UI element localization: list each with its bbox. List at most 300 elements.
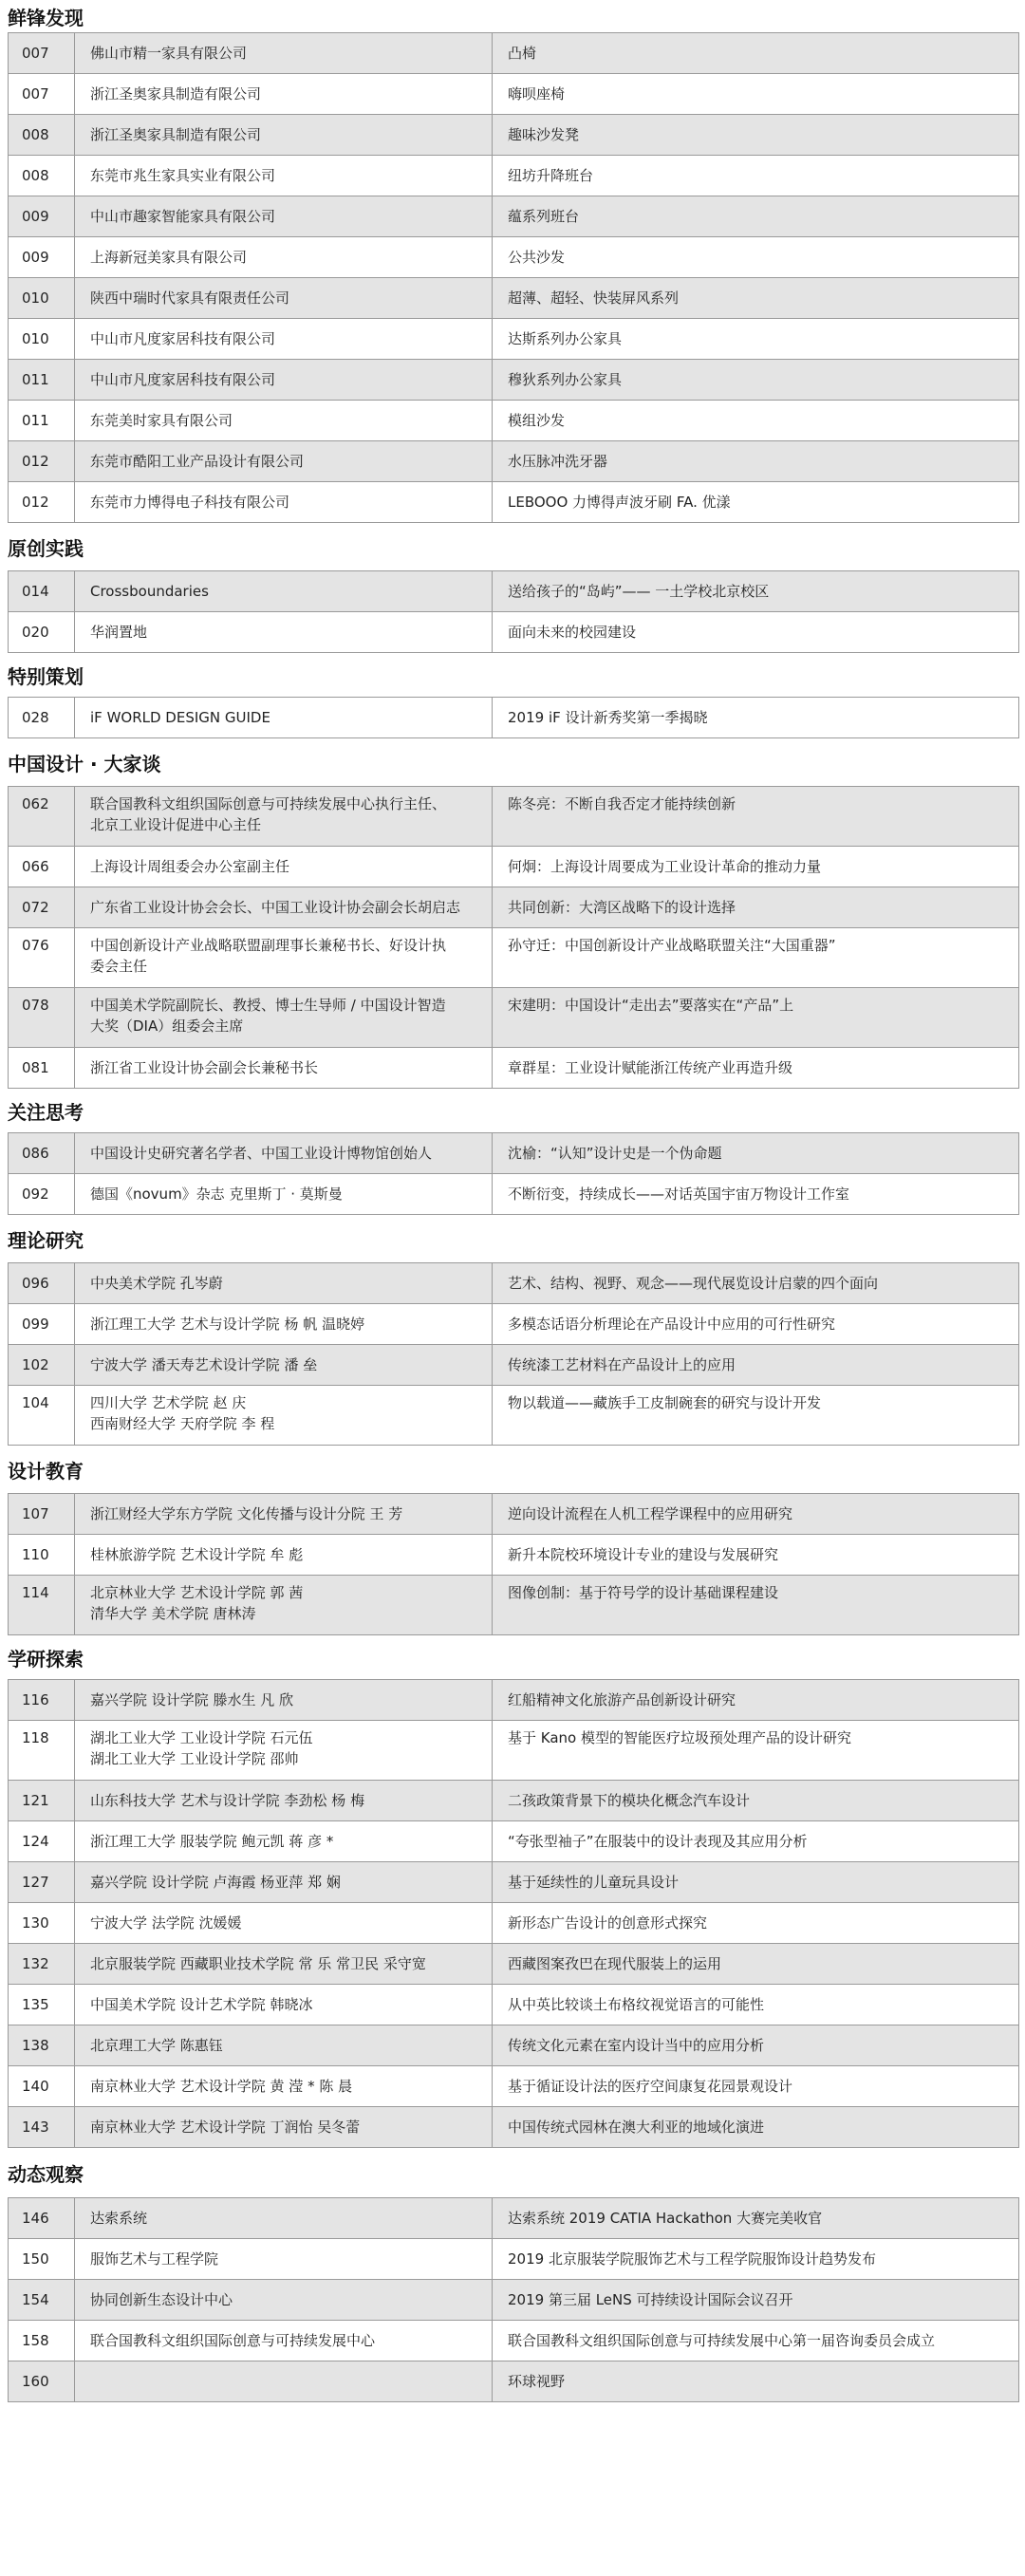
section-table xyxy=(8,1262,1019,1446)
section xyxy=(0,1089,1025,1215)
page-number-text: 104 xyxy=(22,1394,49,1411)
section-title: 中国设计 · 大家谈 xyxy=(8,752,161,775)
page-number xyxy=(9,360,75,401)
author-org-text: 浙江圣奥家具制造有限公司 xyxy=(90,126,262,143)
author-org-text: 湖北工业大学 工业设计学院 石元伍 xyxy=(90,1729,313,1746)
table-row xyxy=(9,1985,1019,2025)
table-row xyxy=(9,1133,1019,1174)
page-number-text: 007 xyxy=(22,45,49,62)
page-number xyxy=(9,1680,75,1721)
author-org-text: 东莞市力博得电子科技有限公司 xyxy=(90,494,290,511)
author-org-text: 广东省工业设计协会会长、中国工业设计协会副会长胡启志 xyxy=(90,899,461,916)
page-number xyxy=(9,1985,75,2025)
page-number-text: 116 xyxy=(22,1691,49,1708)
article-title-text: 2019 iF 设计新秀奖第一季揭晓 xyxy=(508,709,708,726)
page-number xyxy=(9,2239,75,2280)
author-org xyxy=(75,1821,493,1862)
table-row xyxy=(9,196,1019,237)
author-org-text: Crossboundaries xyxy=(90,583,209,600)
article-title xyxy=(493,74,1019,115)
article-title xyxy=(493,1263,1019,1304)
article-title xyxy=(493,482,1019,523)
author-org xyxy=(75,1174,493,1215)
article-title xyxy=(493,1862,1019,1903)
article-title-text: 中国传统式园林在澳大利亚的地域化演进 xyxy=(508,2119,765,2136)
author-org xyxy=(75,482,493,523)
author-org-text: 华润置地 xyxy=(90,624,148,641)
author-org-text: 上海设计周组委会办公室副主任 xyxy=(90,858,290,875)
article-title xyxy=(493,928,1019,988)
article-title-text: 逆向设计流程在人机工程学课程中的应用研究 xyxy=(508,1505,793,1522)
page-number-text: 154 xyxy=(22,2291,49,2308)
article-title-text: 宋建明：中国设计“走出去”要落实在“产品”上 xyxy=(508,997,794,1014)
article-title-text: 西藏图案孜巴在现代服装上的运用 xyxy=(508,1955,722,1972)
author-org-text: 协同创新生态设计中心 xyxy=(90,2291,233,2308)
page-number xyxy=(9,33,75,74)
section xyxy=(0,1446,1025,1635)
table-row xyxy=(9,401,1019,441)
page-number xyxy=(9,1048,75,1089)
author-org xyxy=(75,988,493,1048)
author-org-text: 四川大学 艺术学院 赵 庆 xyxy=(90,1394,247,1411)
page-number-text: 012 xyxy=(22,453,49,470)
page-number-text: 135 xyxy=(22,1996,49,2013)
author-org-text: 桂林旅游学院 艺术设计学院 牟 彪 xyxy=(90,1546,304,1563)
author-org xyxy=(75,33,493,74)
author-org-text: 联合国教科文组织国际创意与可持续发展中心 xyxy=(90,2332,376,2349)
article-title xyxy=(493,1133,1019,1174)
page-number-text: 158 xyxy=(22,2332,49,2349)
table-row xyxy=(9,1386,1019,1446)
article-title xyxy=(493,237,1019,278)
article-title xyxy=(493,156,1019,196)
page-number xyxy=(9,698,75,738)
author-org-text: 北京林业大学 艺术设计学院 郭 茜 xyxy=(90,1584,304,1601)
page-number-text: 150 xyxy=(22,2250,49,2268)
article-title xyxy=(493,571,1019,612)
page-number xyxy=(9,441,75,482)
author-org xyxy=(75,278,493,319)
article-title-text: 二孩政策背景下的模块化概念汽车设计 xyxy=(508,1792,751,1809)
article-title xyxy=(493,1781,1019,1821)
table-row xyxy=(9,1862,1019,1903)
article-title-text: 穆狄系列办公家具 xyxy=(508,371,623,388)
article-title xyxy=(493,1048,1019,1089)
author-org-text: 南京林业大学 艺术设计学院 丁润怡 吴冬蕾 xyxy=(90,2119,361,2136)
section-title: 动态观察 xyxy=(8,2162,84,2186)
author-org-text: 委会主任 xyxy=(90,958,148,975)
table-row xyxy=(9,928,1019,988)
page-number-text: 160 xyxy=(22,2373,49,2390)
section-title: 特别策划 xyxy=(8,664,84,688)
author-org xyxy=(75,1903,493,1944)
table-row xyxy=(9,115,1019,156)
table-row xyxy=(9,2107,1019,2148)
article-title-text: 送给孩子的“岛屿”—— 一土学校北京校区 xyxy=(508,583,770,600)
author-org-text: 嘉兴学院 设计学院 卢海霞 杨亚萍 郑 娴 xyxy=(90,1874,341,1891)
article-title-text: 图像创制：基于符号学的设计基础课程建设 xyxy=(508,1584,779,1601)
author-org xyxy=(75,1494,493,1535)
page-number-text: 008 xyxy=(22,126,49,143)
article-title xyxy=(493,1535,1019,1576)
page-number xyxy=(9,2198,75,2239)
article-title xyxy=(493,2025,1019,2066)
author-org xyxy=(75,787,493,847)
page-number xyxy=(9,2321,75,2361)
page-number-text: 107 xyxy=(22,1505,49,1522)
section xyxy=(0,523,1025,653)
table-row xyxy=(9,1680,1019,1721)
article-title-text: 物以载道——藏族手工皮制碗套的研究与设计开发 xyxy=(508,1394,822,1411)
article-title xyxy=(493,2066,1019,2107)
page-number-text: 010 xyxy=(22,289,49,307)
author-org xyxy=(75,887,493,928)
article-title xyxy=(493,698,1019,738)
page-number xyxy=(9,196,75,237)
article-title-text: 环球视野 xyxy=(508,2373,566,2390)
page-number xyxy=(9,1133,75,1174)
page-number-text: 020 xyxy=(22,624,49,641)
table-row xyxy=(9,1494,1019,1535)
author-org-text: 佛山市精一家具有限公司 xyxy=(90,45,248,62)
author-org xyxy=(75,2107,493,2148)
page-number-text: 009 xyxy=(22,249,49,266)
author-org-text: 中央美术学院 孔岑蔚 xyxy=(90,1275,223,1292)
author-org-text: 大奖（DIA）组委会主席 xyxy=(90,1017,244,1035)
page-number-text: 011 xyxy=(22,371,49,388)
page-number xyxy=(9,847,75,887)
author-org xyxy=(75,2280,493,2321)
page-number xyxy=(9,2280,75,2321)
table-row xyxy=(9,156,1019,196)
author-org xyxy=(75,360,493,401)
article-title-text: 从中英比较谈土布格纹视觉语言的可能性 xyxy=(508,1996,765,2013)
article-title xyxy=(493,319,1019,360)
section-title: 理论研究 xyxy=(8,1228,84,1252)
article-title-text: 传统漆工艺材料在产品设计上的应用 xyxy=(508,1356,736,1373)
page-number xyxy=(9,1174,75,1215)
section-table xyxy=(8,1132,1019,1215)
section-table xyxy=(8,570,1019,653)
author-org xyxy=(75,1680,493,1721)
page-number xyxy=(9,1576,75,1635)
author-org-text: 湖北工业大学 工业设计学院 邵帅 xyxy=(90,1750,299,1767)
table-row xyxy=(9,698,1019,738)
table-row xyxy=(9,319,1019,360)
section-table xyxy=(8,697,1019,738)
section-title: 关注思考 xyxy=(8,1100,84,1124)
author-org xyxy=(75,1263,493,1304)
article-title-text: 新升本院校环境设计专业的建设与发展研究 xyxy=(508,1546,779,1563)
article-title xyxy=(493,2198,1019,2239)
page-number xyxy=(9,887,75,928)
table-row xyxy=(9,74,1019,115)
table-row xyxy=(9,1535,1019,1576)
page-number xyxy=(9,1721,75,1781)
page-number xyxy=(9,1535,75,1576)
article-title xyxy=(493,1304,1019,1345)
article-title-text: 共同创新：大湾区战略下的设计选择 xyxy=(508,899,736,916)
table-row xyxy=(9,1263,1019,1304)
author-org-text: 北京服装学院 西藏职业技术学院 常 乐 常卫民 采守宽 xyxy=(90,1955,426,1972)
page-number xyxy=(9,278,75,319)
page-number-text: 014 xyxy=(22,583,49,600)
table-row xyxy=(9,571,1019,612)
author-org xyxy=(75,612,493,653)
article-title xyxy=(493,115,1019,156)
article-title-text: 2019 北京服装学院服饰艺术与工程学院服饰设计趋势发布 xyxy=(508,2250,876,2268)
page-number xyxy=(9,156,75,196)
author-org-text: 浙江圣奥家具制造有限公司 xyxy=(90,85,262,103)
page-number xyxy=(9,1386,75,1446)
section-table xyxy=(8,786,1019,1089)
table-row xyxy=(9,360,1019,401)
author-org xyxy=(75,2361,493,2402)
author-org-text: 东莞美时家具有限公司 xyxy=(90,412,233,429)
page-number-text: 102 xyxy=(22,1356,49,1373)
table-row xyxy=(9,1903,1019,1944)
author-org-text: 中国美术学院 设计艺术学院 韩晓冰 xyxy=(90,1996,313,2013)
article-title xyxy=(493,2239,1019,2280)
author-org-text: 北京理工大学 陈惠钰 xyxy=(90,2037,223,2054)
page-number xyxy=(9,2361,75,2402)
article-title-text: 红船精神文化旅游产品创新设计研究 xyxy=(508,1691,736,1708)
table-row xyxy=(9,1345,1019,1386)
table-row xyxy=(9,1174,1019,1215)
article-title xyxy=(493,360,1019,401)
section xyxy=(0,1635,1025,2148)
page-number-text: 066 xyxy=(22,858,49,875)
page-number-text: 010 xyxy=(22,330,49,347)
author-org-text: 浙江理工大学 服装学院 鲍元凯 蒋 彦 * xyxy=(90,1833,334,1850)
table-row xyxy=(9,847,1019,887)
article-title-text: 何炯：上海设计周要成为工业设计革命的推动力量 xyxy=(508,858,822,875)
page-number-text: 121 xyxy=(22,1792,49,1809)
article-title xyxy=(493,1821,1019,1862)
page-number-text: 007 xyxy=(22,85,49,103)
page-number-text: 127 xyxy=(22,1874,49,1891)
article-title-text: 章群星：工业设计赋能浙江传统产业再造升级 xyxy=(508,1059,793,1076)
page-number-text: 028 xyxy=(22,709,49,726)
table-row xyxy=(9,2239,1019,2280)
author-org xyxy=(75,571,493,612)
page-number xyxy=(9,2066,75,2107)
author-org-text: 陕西中瑞时代家具有限责任公司 xyxy=(90,289,290,307)
author-org xyxy=(75,156,493,196)
page-number-text: 140 xyxy=(22,2078,49,2095)
article-title xyxy=(493,787,1019,847)
author-org xyxy=(75,1386,493,1446)
page-number xyxy=(9,2107,75,2148)
author-org-text: 宁波大学 法学院 沈媛媛 xyxy=(90,1914,242,1932)
page-number xyxy=(9,115,75,156)
page-number xyxy=(9,482,75,523)
table-row xyxy=(9,2198,1019,2239)
page-number xyxy=(9,237,75,278)
table-row xyxy=(9,2066,1019,2107)
table-row xyxy=(9,2280,1019,2321)
section xyxy=(0,653,1025,738)
table-row xyxy=(9,1721,1019,1781)
page-number xyxy=(9,1781,75,1821)
page-number xyxy=(9,1345,75,1386)
article-title-text: 嗨呗座椅 xyxy=(508,85,566,103)
author-org xyxy=(75,441,493,482)
author-org-text: 北京工业设计促进中心主任 xyxy=(90,816,262,833)
author-org-text: 浙江财经大学东方学院 文化传播与设计分院 王 芳 xyxy=(90,1505,403,1522)
table-row xyxy=(9,1781,1019,1821)
article-title-text: 联合国教科文组织国际创意与可持续发展中心第一届咨询委员会成立 xyxy=(508,2332,936,2349)
author-org-text: 东莞市兆生家具实业有限公司 xyxy=(90,167,276,184)
page-number-text: 132 xyxy=(22,1955,49,1972)
article-title xyxy=(493,1576,1019,1635)
table-row xyxy=(9,2025,1019,2066)
article-title xyxy=(493,1985,1019,2025)
author-org-text: 清华大学 美术学院 唐林涛 xyxy=(90,1605,256,1622)
author-org xyxy=(75,74,493,115)
author-org-text: 东莞市酷阳工业产品设计有限公司 xyxy=(90,453,305,470)
page-number-text: 146 xyxy=(22,2210,49,2227)
page-number-text: 076 xyxy=(22,937,49,954)
author-org xyxy=(75,1721,493,1781)
table-row xyxy=(9,787,1019,847)
article-title xyxy=(493,1386,1019,1446)
page-number-text: 138 xyxy=(22,2037,49,2054)
page-number-text: 011 xyxy=(22,412,49,429)
table-row xyxy=(9,612,1019,653)
article-title-text: 水压脉冲洗牙器 xyxy=(508,453,608,470)
table-row xyxy=(9,1944,1019,1985)
article-title-text: 2019 第三届 LeNS 可持续设计国际会议召开 xyxy=(508,2291,793,2308)
author-org xyxy=(75,1862,493,1903)
article-title-text: 基于 Kano 模型的智能医疗垃圾预处理产品的设计研究 xyxy=(508,1729,851,1746)
author-org-text: 浙江理工大学 艺术与设计学院 杨 帆 温晓婷 xyxy=(90,1316,365,1333)
article-title-text: 蕴系列班台 xyxy=(508,208,580,225)
page-number-text: 118 xyxy=(22,1729,49,1746)
author-org xyxy=(75,928,493,988)
article-title xyxy=(493,1680,1019,1721)
article-title-text: 多模态话语分析理论在产品设计中应用的可行性研究 xyxy=(508,1316,836,1333)
author-org xyxy=(75,196,493,237)
author-org-text: 中国美术学院副院长、教授、博士生导师 / 中国设计智造 xyxy=(90,997,446,1014)
page-number xyxy=(9,1494,75,1535)
section xyxy=(0,2148,1025,2402)
article-title xyxy=(493,1174,1019,1215)
article-title xyxy=(493,1494,1019,1535)
author-org-text: 嘉兴学院 设计学院 滕水生 凡 欣 xyxy=(90,1691,294,1708)
article-title xyxy=(493,278,1019,319)
section-table xyxy=(8,1493,1019,1635)
page-number xyxy=(9,928,75,988)
page-number-text: 086 xyxy=(22,1145,49,1162)
author-org-text: 山东科技大学 艺术与设计学院 李劲松 杨 梅 xyxy=(90,1792,365,1809)
author-org xyxy=(75,1345,493,1386)
author-org xyxy=(75,847,493,887)
page-number-text: 012 xyxy=(22,494,49,511)
table-row xyxy=(9,887,1019,928)
page-number-text: 078 xyxy=(22,997,49,1014)
table-row xyxy=(9,2361,1019,2402)
page-number xyxy=(9,1821,75,1862)
page-number xyxy=(9,571,75,612)
author-org xyxy=(75,1133,493,1174)
page-number-text: 110 xyxy=(22,1546,49,1563)
section xyxy=(0,1215,1025,1446)
page-number-text: 092 xyxy=(22,1185,49,1203)
page-number xyxy=(9,74,75,115)
page-number xyxy=(9,1263,75,1304)
author-org-text: 德国《novum》杂志 克里斯丁 · 莫斯曼 xyxy=(90,1185,343,1203)
page-number xyxy=(9,1862,75,1903)
author-org-text: iF WORLD DESIGN GUIDE xyxy=(90,709,270,726)
article-title xyxy=(493,887,1019,928)
article-title-text: 陈冬亮：不断自我否定才能持续创新 xyxy=(508,795,736,812)
table-row xyxy=(9,1821,1019,1862)
author-org xyxy=(75,2025,493,2066)
page-number-text: 062 xyxy=(22,795,49,812)
author-org-text: 上海新冠美家具有限公司 xyxy=(90,249,248,266)
article-title-text: 模组沙发 xyxy=(508,412,566,429)
section-table xyxy=(8,2197,1019,2402)
page-number xyxy=(9,319,75,360)
article-title-text: 面向未来的校园建设 xyxy=(508,624,637,641)
article-title-text: 艺术、结构、视野、观念——现代展览设计启蒙的四个面向 xyxy=(508,1275,879,1292)
article-title-text: 沈榆：“认知”设计史是一个伪命题 xyxy=(508,1145,722,1162)
author-org xyxy=(75,1535,493,1576)
article-title-text: 基于延续性的儿童玩具设计 xyxy=(508,1874,680,1891)
article-title xyxy=(493,2280,1019,2321)
article-title-text: 纽坊升降班台 xyxy=(508,167,594,184)
page-number xyxy=(9,787,75,847)
article-title-text: 基于循证设计法的医疗空间康复花园景观设计 xyxy=(508,2078,793,2095)
section-title: 鲜锋发现 xyxy=(8,6,84,29)
article-title xyxy=(493,612,1019,653)
author-org xyxy=(75,237,493,278)
article-title-text: 超薄、超轻、快装屏风系列 xyxy=(508,289,680,307)
author-org xyxy=(75,1781,493,1821)
table-row xyxy=(9,278,1019,319)
article-title xyxy=(493,2361,1019,2402)
page-number-text: 130 xyxy=(22,1914,49,1932)
author-org-text: 服饰艺术与工程学院 xyxy=(90,2250,219,2268)
section-table xyxy=(8,32,1019,523)
author-org xyxy=(75,1576,493,1635)
author-org xyxy=(75,1944,493,1985)
author-org-text: 中山市凡度家居科技有限公司 xyxy=(90,371,276,388)
article-title xyxy=(493,988,1019,1048)
page-number xyxy=(9,1944,75,1985)
page-number-text: 072 xyxy=(22,899,49,916)
article-title xyxy=(493,1903,1019,1944)
section-title: 设计教育 xyxy=(8,1459,84,1483)
page-number-text: 099 xyxy=(22,1316,49,1333)
article-title xyxy=(493,1721,1019,1781)
article-title-text: 达索系统 2019 CATIA Hackathon 大赛完美收官 xyxy=(508,2210,823,2227)
author-org-text: 浙江省工业设计协会副会长兼秘书长 xyxy=(90,1059,319,1076)
page-number-text: 009 xyxy=(22,208,49,225)
author-org xyxy=(75,1304,493,1345)
table-row xyxy=(9,482,1019,523)
table-row xyxy=(9,1576,1019,1635)
article-title-text: LEBOOO 力博得声波牙刷 FA. 优漾 xyxy=(508,494,731,511)
article-title-text: “夸张型袖子”在服装中的设计表现及其应用分析 xyxy=(508,1833,808,1850)
author-org-text: 联合国教科文组织国际创意与可持续发展中心执行主任、 xyxy=(90,795,447,812)
table-row xyxy=(9,441,1019,482)
author-org xyxy=(75,1048,493,1089)
article-title xyxy=(493,847,1019,887)
author-org xyxy=(75,698,493,738)
table-row xyxy=(9,237,1019,278)
